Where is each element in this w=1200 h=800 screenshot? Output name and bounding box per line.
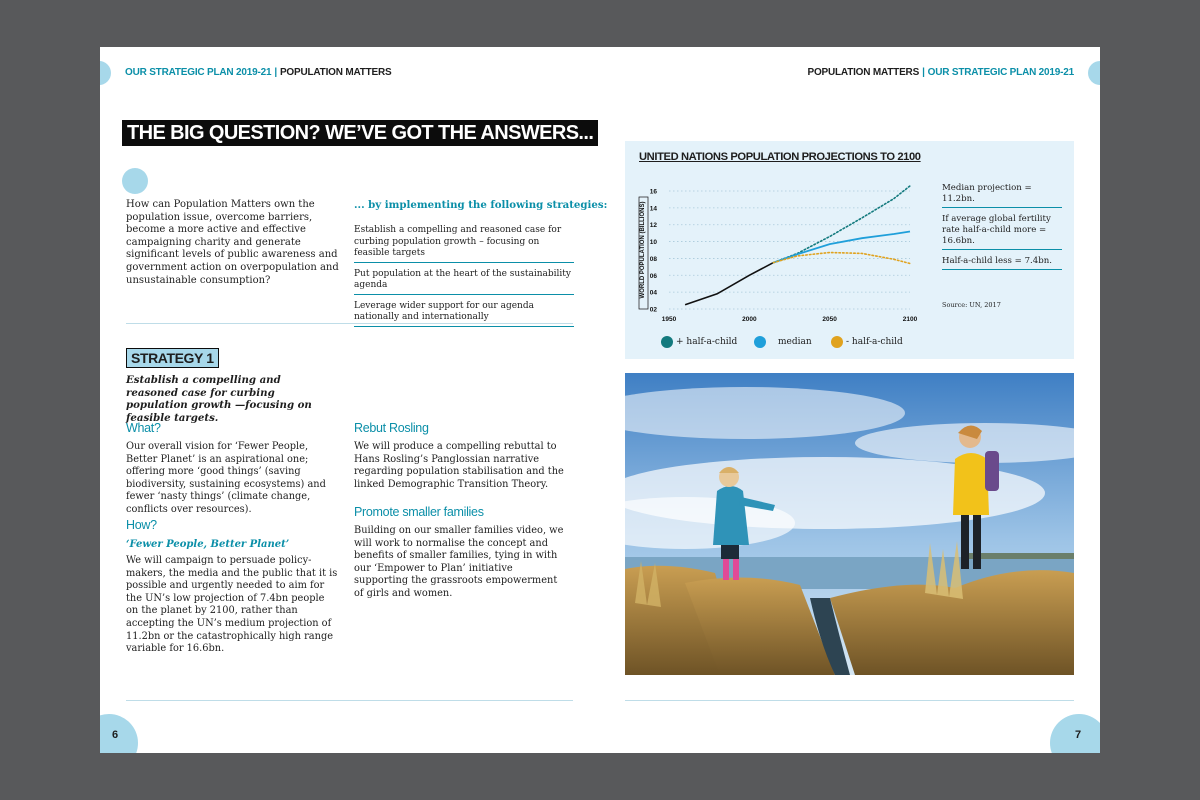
y-tick-label: 12	[649, 222, 657, 230]
page-headline: THE BIG QUESTION? WE’VE GOT THE ANSWERS...	[122, 120, 598, 146]
strategy-item: Put population at the heart of the sustainability agenda	[354, 267, 574, 295]
how-body: We will campaign to persuade policy-makers, the media and the public that it is possible and urgently needed to aim for the UN’s low projection of 7.4bn people on the planet by 2100, rather than accepting the UN’s medium projection of 11.2bn or the catastrophically high range variable for 16.6bn.	[126, 555, 338, 655]
page-number-right: 7	[1075, 729, 1082, 741]
what-body: Our overall vision for ‘Fewer People, Better Planet’ is an aspirational one; offering more ‘good things’ (saving biodiversity, sustaining ecosystems) and fewer ‘nasty things’ (climate change, conflicts over resources).	[126, 441, 326, 515]
header-org-name: POPULATION MATTERS	[807, 67, 920, 78]
historical-series-line	[685, 263, 773, 305]
how-subheading: ‘Fewer People, Better Planet’	[126, 539, 290, 550]
chart-note: Median projection = 11.2bn.	[942, 183, 1062, 208]
population-chart-panel	[625, 141, 1074, 359]
strategy-item: Establish a compelling and reasoned case for curbing population growth – focusing on feasible targets	[354, 223, 574, 263]
right-running-header: POPULATION MATTERS | OUR STRATEGIC PLAN 2019-21	[807, 67, 1074, 78]
page-bubble-left	[100, 714, 138, 753]
chart-note: Half-a-child less = 7.4bn.	[942, 256, 1062, 270]
strategy-item: Leverage wider support for our agenda nationally and internationally	[354, 299, 574, 327]
brochure-spread	[100, 47, 1100, 753]
header-org-name: POPULATION MATTERS	[279, 67, 392, 78]
what-heading: What?	[126, 421, 161, 435]
footer-divider-right	[625, 700, 1074, 701]
x-tick-label: 2100	[902, 316, 918, 323]
series-line-high	[773, 186, 910, 263]
left-running-header: OUR STRATEGIC PLAN 2019-21 | POPULATION MATTERS	[125, 67, 392, 78]
corner-bubble-top-left	[100, 61, 111, 85]
chart-notes	[942, 183, 1062, 276]
chart-title: UNITED NATIONS POPULATION PROJECTIONS TO 2100	[639, 151, 921, 163]
strategy-tagline: Establish a compelling and reasoned case for curbing population growth —focusing on feasible targets.	[126, 374, 312, 424]
strategies-list	[354, 223, 574, 331]
photo-illustration	[625, 373, 1074, 675]
corner-bubble-top-right	[1088, 61, 1100, 85]
legend-swatch	[661, 336, 673, 348]
footer-divider-left	[126, 700, 573, 701]
y-tick-label: 14	[649, 205, 657, 213]
series-line-median	[773, 232, 910, 263]
promote-heading: Promote smaller families	[354, 505, 484, 519]
rebut-body: We will produce a compelling rebuttal to Hans Rosling’s Panglossian narrative regarding population stabilisation and the linked Demographic Transition Theory.	[354, 441, 564, 490]
y-axis-label: WORLD POPULATION (BILLIONS)	[640, 201, 646, 299]
legend-label: + half-a-child	[676, 337, 738, 347]
legend-item-low	[831, 336, 903, 348]
strategies-title: ... by implementing the following strategies:	[354, 199, 608, 211]
intro-paragraph: How can Population Matters own the population issue, overcome barriers, become a more active and effective campaigning charity and generate significant levels of public awareness and government action on overpopulation and unsustainable consumption?	[126, 199, 339, 286]
legend-item-median	[754, 336, 812, 348]
promote-body: Building on our smaller families video, we will work to normalise the concept and benefits of smaller families, tying in with our ‘Empower to Plan’ initiative supporting the grassroots empowerment of girls and women.	[354, 525, 564, 599]
chart-note: If average global fertility rate half-a-child more = 16.6bn.	[942, 214, 1062, 250]
legend-swatch	[754, 336, 766, 348]
how-heading: How?	[126, 518, 157, 532]
header-plan-title: OUR STRATEGIC PLAN 2019-21	[125, 67, 272, 78]
y-tick-label: 16	[649, 188, 657, 196]
intro-bubble	[122, 168, 148, 194]
section-divider	[126, 323, 573, 324]
chart-source: Source: UN, 2017	[942, 301, 1001, 309]
rebut-heading: Rebut Rosling	[354, 421, 429, 435]
x-tick-label: 1950	[661, 316, 677, 323]
y-tick-label: 04	[649, 289, 657, 297]
y-tick-label: 08	[649, 255, 657, 263]
x-tick-label: 2050	[822, 316, 837, 323]
legend-label: median	[778, 337, 812, 347]
family-photo	[625, 373, 1074, 675]
header-plan-title: OUR STRATEGIC PLAN 2019-21	[927, 67, 1074, 78]
legend-swatch	[831, 336, 843, 348]
y-tick-label: 10	[649, 239, 657, 247]
y-tick-label: 06	[649, 272, 657, 280]
strategy-badge: STRATEGY 1	[126, 348, 219, 368]
x-tick-label: 2000	[742, 316, 757, 323]
page-number-left: 6	[112, 729, 119, 741]
y-tick-label: 02	[649, 306, 657, 314]
legend-label: - half-a-child	[846, 337, 903, 347]
legend-item-high	[661, 336, 737, 348]
